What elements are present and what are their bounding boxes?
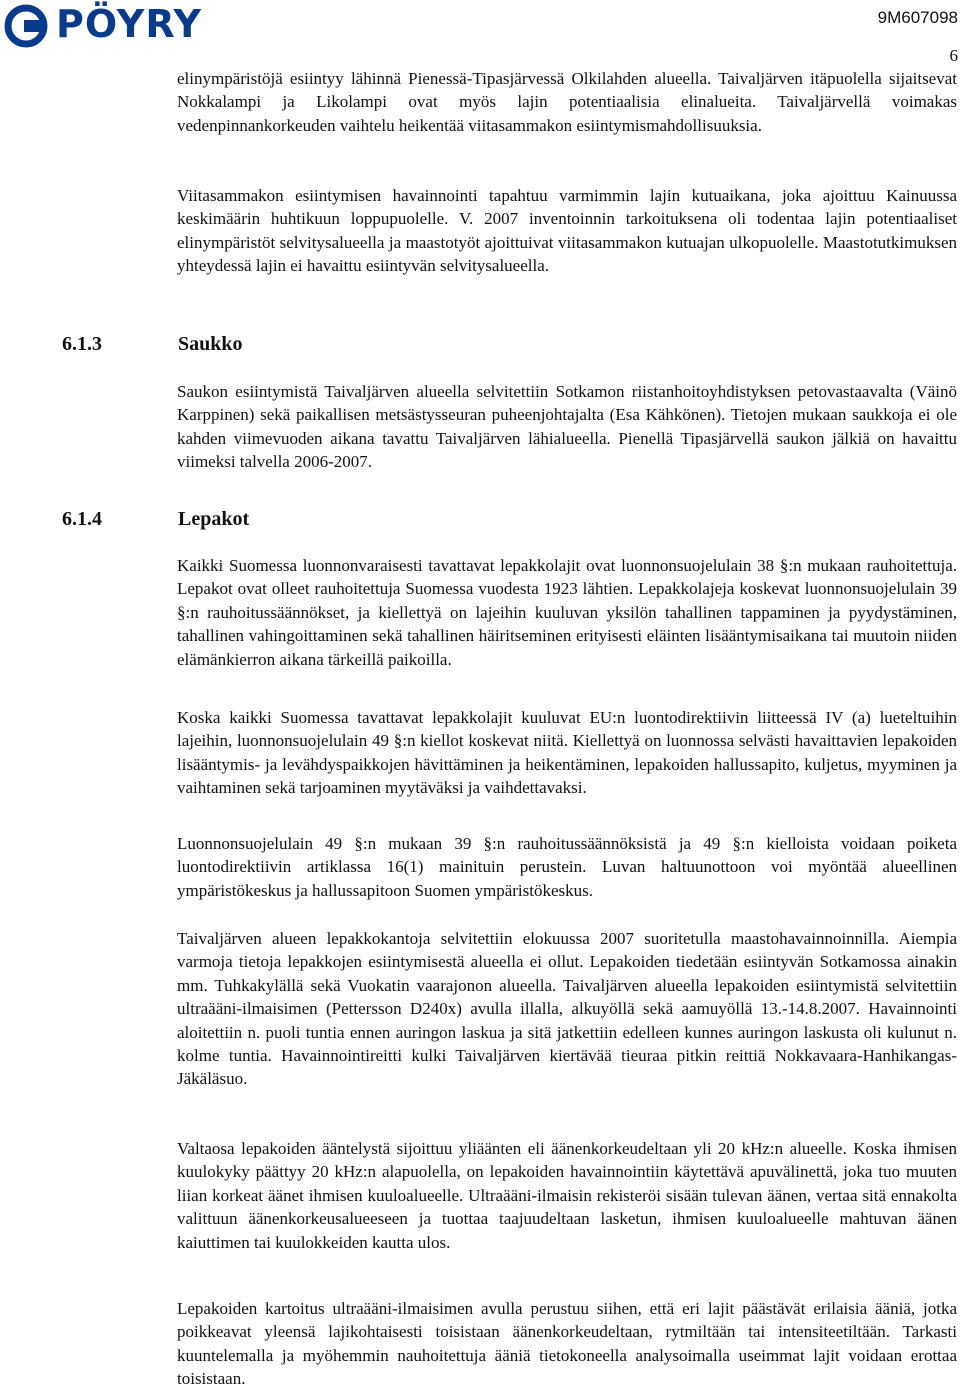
paragraph <box>177 554 957 671</box>
paragraph <box>177 380 957 474</box>
paragraph <box>177 927 957 1091</box>
paragraph <box>177 67 957 137</box>
paragraph-text: Lepakoiden kartoitus ultraääni-ilmaisimen avulla perustuu siihen, että eri lajit päästävät erilaisia ääniä, jotka poikkeavat yleensä lajikohtaisesti toisistaan äänenkorkeudeltaan, rytmiltään tai intensiteetiltään. Tarkasti kuuntelemalla ja myöhemmin nauhoitettuja ääniä tietokoneella analysoimalla useimmat lajit voidaan erottaa toisistaan. <box>177 1299 957 1389</box>
paragraph <box>177 706 957 800</box>
paragraph-text: Viitasammakon esiintymisen havainnointi tapahtuu varmimmin lajin kutuaikana, joka ajoittuu Kainuussa keskimäärin huhtikuun loppupuolelle. V. 2007 inventoinnin tarkoituksena oli todentaa lajin potentiaaliset elinympäristöt selvitysalueella ja maastotyöt ajoittuivat viitasammakon kutuajan ulkopuolelle. Maastotutkimuksen yhteydessä lajin ei havaittu esiintyvän selvitysalueella. <box>177 186 957 276</box>
paragraph-text: Valtaosa lepakoiden ääntelystä sijoittuu yliäänten eli äänenkorkeudeltaan yli 20 kHz:n alueelle. Koska ihmisen kuulokyky päättyy 20 kHz:n alapuolella, on lepakoiden havainnointiin käytettävä apuvälinettä, joka tuo muuten liian korkeat äänet ihmisen kuuloalueelle. Ultraääni-ilmaisin rekisteröi sisään tulevan äänen, vertaa sitä ennakolta valittuun äänenkorkeusalueeseen ja tuottaa taajuudeltaan lasketun, ihmisen kuuloalueelle mahtuvan äänen kaiuttimen tai kuulokkeiden kautta ulos. <box>177 1139 957 1252</box>
logo-wordmark: PÖYRY <box>56 2 203 46</box>
paragraph-text: Luonnonsuojelulain 49 §:n mukaan 39 §:n rauhoitussäännöksistä ja 49 §:n kielloista voidaan poiketa luontodirektiivin artiklassa 16(1) mainituin perustein. Luvan haltuunottoon voi myöntää alueellinen ympäristökeskus ja hallussapitoon Suomen ympäristökeskus. <box>177 834 957 900</box>
paragraph-text: elinympäristöjä esiintyy lähinnä Pienessä-Tipasjärvessä Olkilahden alueella. Taivaljärven itäpuolella sijaitsevat Nokkalampi ja Likolampi ovat myös lajin potentiaalisia elinalueita. Taivaljärvellä voimakas vedenpinnankorkeuden vaihtelu heikentää viitasammakon esiintymismahdollisuuksia. <box>177 69 957 135</box>
page-number: 6 <box>949 46 958 65</box>
section-number: 6.1.4 <box>62 508 102 530</box>
document-id: 9M607098 <box>877 8 958 27</box>
paragraph-text: Taivaljärven alueen lepakkokantoja selvitettiin elokuussa 2007 suoritetulla maastohavainnoinnilla. Aiempia varmoja tietoja lepakkojen esiintymisestä alueella ei ollut. Lepakoiden tiedetään esiintyvän Sotkamossa ainakin mm. Tuhkakylällä sekä Vuokatin vaarajonon alueella. Taivaljärven alueella lepakoiden esiintymistä selvitettiin ultraääni-ilmaisimen (Pettersson D240x) avulla illalla, alkuyöllä sekä aamuyöllä 13.-14.8.2007. Havainnointi aloitettiin n. puoli tuntia ennen auringon laskua ja sitä jatkettiin edelleen kunnes auringon laskusta oli kulunut n. kolme tuntia. Havainnointireitti kulki Taivaljärven kiertävää tieuraa pitkin reittiä Nokkavaara-Hanhikangas-Jäkäläsuo. <box>177 929 957 1089</box>
paragraph <box>177 832 957 902</box>
paragraph <box>177 1297 957 1391</box>
paragraph-text: Saukon esiintymistä Taivaljärven alueella selvitettiin Sotkamon riistanhoitoyhdistyksen petovastaavalta (Väinö Karppinen) sekä paikallisen metsästysseuran puheenjohtajalta (Esa Kähkönen). Tietojen mukaan saukkoja ei ole kahden viimevuoden aikana tavattu Taivaljärven lähialueella. Pienellä Tipasjärvellä saukon jälkiä on havaittu viimeksi talvella 2006-2007. <box>177 382 957 472</box>
section-title: Lepakot <box>178 508 250 530</box>
paragraph-text: Kaikki Suomessa luonnonvaraisesti tavattavat lepakkolajit ovat luonnonsuojelulain 38 §:n mukaan rauhoitettuja. Lepakot ovat olleet rauhoitettuja Suomessa vuodesta 1923 lähtien. Lepakkolajeja koskevat luonnonsuojelulain 39 §:n rauhoitussäännökset, ja kiellettyä on lajeihin kuuluvan yksilön tahallinen tappaminen ja pyydystäminen, tahallinen vahingoittaminen sekä tahallinen häiritseminen erityisesti eläinten lisääntymisaikana tai muutoin niiden elämänkierron aikana tärkeillä paikoilla. <box>177 556 957 669</box>
paragraph <box>177 1137 957 1254</box>
paragraph-text: Koska kaikki Suomessa tavattavat lepakkolajit kuuluvat EU:n luontodirektiivin liitteessä IV (a) lueteltuihin lajeihin, luonnonsuojelulain 49 §:n kiellot koskevat niitä. Kiellettyä on luonnossa selvästi havaittavien lepakoiden lisääntymis- ja levähdyspaikkojen hävittäminen ja heikentäminen, lepakoiden hallussapito, kuljetus, myyminen ja vaihtaminen sekä tarjoaminen myytäväksi ja vaihdettavaksi. <box>177 708 957 798</box>
section-number: 6.1.3 <box>62 333 102 355</box>
poyry-logo-icon <box>4 4 56 48</box>
paragraph <box>177 184 957 278</box>
section-title: Saukko <box>178 333 243 355</box>
